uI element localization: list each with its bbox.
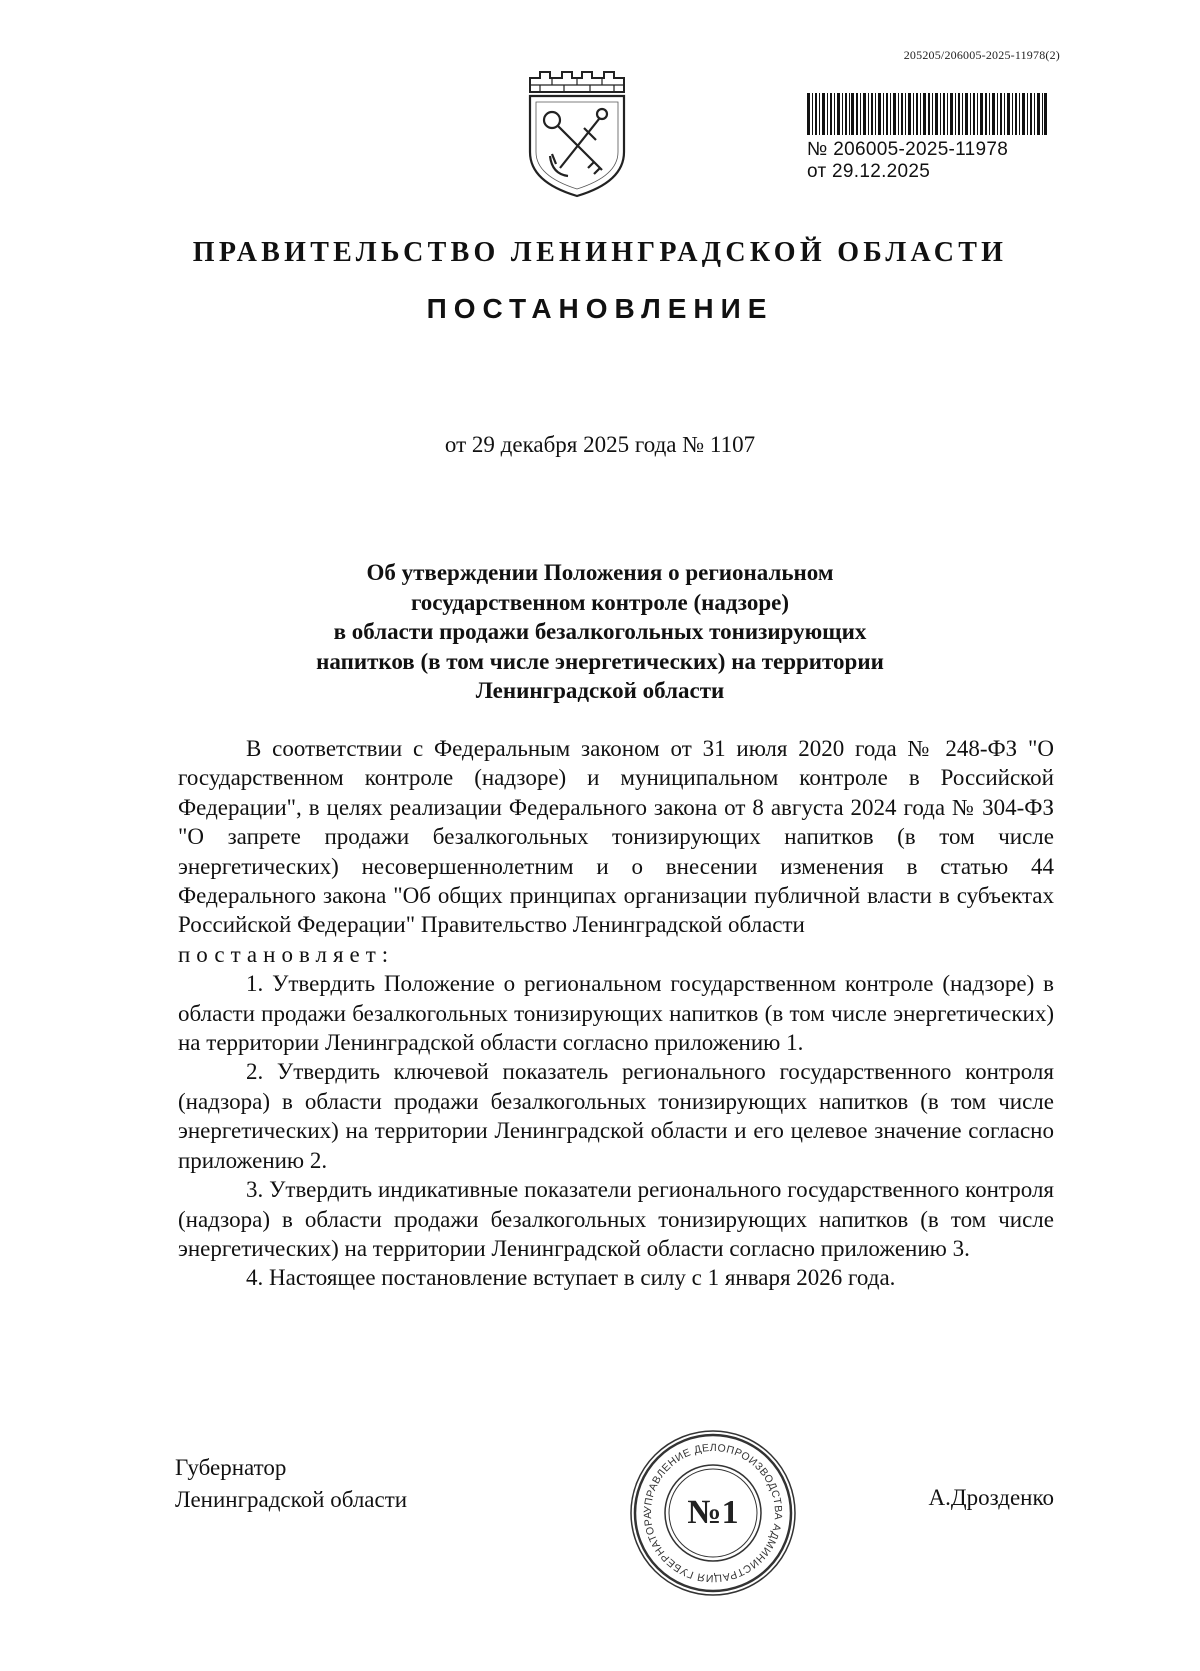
position-line: Ленинградской области <box>175 1487 408 1512</box>
item-paragraph: 1. Утвердить Положение о региональном государственном контроле (надзоре) в области продажи безалкогольных тонизирующих напитков (в том числе энергетических) на территории Ленинградской области согласно приложению 1. <box>178 971 1054 1056</box>
preamble-text: В соответствии с Федеральным законом от 31 июля 2020 года № 248-ФЗ "О государственном контроле (надзоре) и муниципальном контроле в Российской Федерации", в целях реализации Федерального закона от 8 августа 2024 года № 304-ФЗ "О запрете продажи безалкогольных тонизирующих напитков (в том числе энергетических) несовершеннолетним и о внесении изменения в статью 44 Федерального закона "Об общих принципах организации публичной власти в субъектах Российской Федерации" Правительство Ленинградской области <box>178 736 1054 938</box>
title-line: Об утверждении Положения о региональном <box>366 560 834 585</box>
position-line: Губернатор <box>175 1455 287 1480</box>
document-type: ПОСТАНОВЛЕНИЕ <box>426 293 774 324</box>
item-paragraph: 4. Настоящее постановление вступает в силу с 1 января 2026 года. <box>246 1265 896 1291</box>
leningrad-oblast-coat-of-arms-icon <box>522 70 632 200</box>
decree-title <box>250 558 950 706</box>
decree-body <box>178 734 1054 1293</box>
title-line: Ленинградской области <box>475 678 725 703</box>
resolves-word: постановляет: <box>178 941 395 967</box>
signatory-position <box>175 1452 407 1516</box>
item-paragraph: 3. Утвердить индикативные показатели регионального государственного контроля (надзора) в области продажи безалкогольных тонизирующих напитков (в том числе энергетических) на территории Ленинградской области согласно приложению 3. <box>178 1177 1054 1261</box>
title-line: напитков (в том числе энергетических) на территории <box>316 648 884 674</box>
barcode-block <box>807 93 1047 183</box>
signatory-name: А.Дрозденко <box>928 1485 1054 1510</box>
title-line: государственном контроле (надзоре) <box>410 589 790 615</box>
registration-date: от 29.12.2025 <box>807 161 931 182</box>
registration-number: № 206005-2025-11978 <box>807 139 1009 160</box>
decree-date-number: от 29 декабря 2025 года № 1107 <box>444 432 756 457</box>
seal-ring-text: УПРАВЛЕНИЕ ДЕЛОПРОИЗВОДСТВА АДМИНИСТРАЦИЯ ГУБЕРНАТОРА <box>641 1441 785 1585</box>
item-paragraph: 2. Утвердить ключевой показатель регионального государственного контроля (надзора) в области продажи безалкогольных тонизирующих напитков (в том числе энергетических) на территории Ленинградской области и его целевое значение согласно приложению 2. <box>178 1059 1054 1173</box>
barcode-icon <box>807 93 1047 135</box>
title-line: в области продажи безалкогольных тонизирующих <box>333 619 867 644</box>
official-round-seal-icon <box>628 1428 798 1598</box>
government-name: ПРАВИТЕЛЬСТВО ЛЕНИНГРАДСКОЙ ОБЛАСТИ <box>192 237 1008 268</box>
document-id: 205205/206005-2025-11978(2) <box>903 48 1060 62</box>
preamble-paragraph <box>178 734 1054 940</box>
seal-number: №1 <box>687 1494 739 1531</box>
